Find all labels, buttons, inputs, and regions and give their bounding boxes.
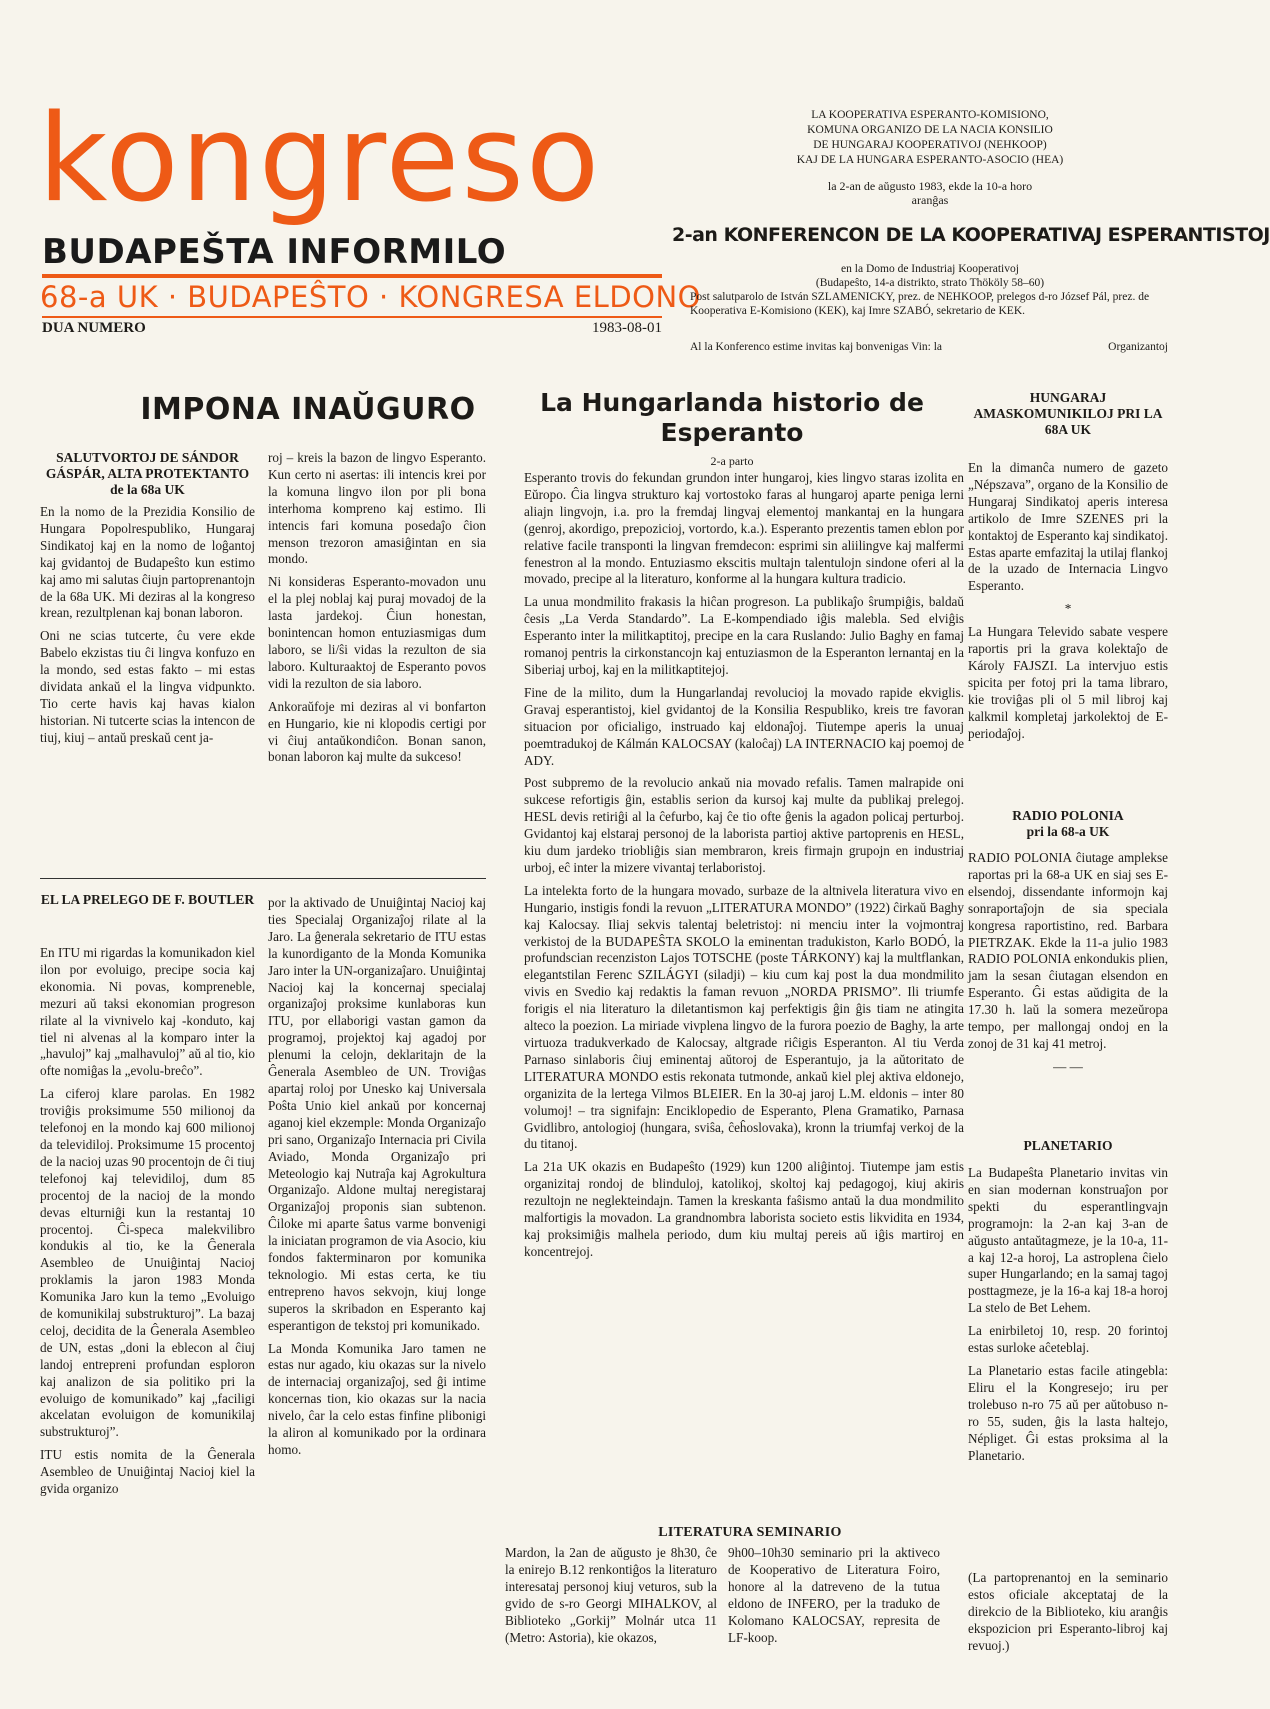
article-paragraph: La unua mondmilito frakasis la hiĉan progreson. La publikaĵo ŝrumpiĝis, baldaŭ ĉesis „La Verda Standardo”. La E-kompendiado iĝis malebla. Sed elviĝis Esperanto inter la militkaptitoj, precipe en la cara Ruslando: Julio Baghy en famaj romanoj pentris la cirkonstancojn kaj entuziasmon de la Esperanton lernantaj en la Siberiaj urboj, kaj en la militkaptitejoj.	[524, 594, 964, 677]
article-paragraph: Ni konsideras Esperanto-movadon unu el la plej noblaj kaj puraj movadoj de la lasta jardekoj. Ĉiun honestan, bonintencan homon entuziasmigas dum laboro, se li/ŝi vidas la rezulton de sia laboro. Kulturaaktoj de Esperanto povos vidi la rezulton de sia laboro.	[268, 574, 486, 691]
salutvortoj-subheading: de la 68a UK	[110, 482, 185, 497]
amaskomunikiloj-heading: HUNGARAJ AMASKOMUNIKILOJ PRI LA 68A UK	[973, 390, 1163, 437]
history-column	[524, 470, 964, 1267]
inauguro-column-2	[268, 450, 486, 772]
masthead-rule	[42, 274, 662, 278]
invitation-text: Al la Konferenco estime invitas kaj bonvenigas Vin: la	[690, 341, 943, 353]
radio-polonia-subheading: pri la 68-a UK	[1026, 824, 1110, 839]
issue-bar	[42, 316, 662, 337]
inauguro-headline: IMPONA INAŬGURO	[140, 392, 476, 427]
organizer-block	[720, 108, 1140, 168]
conference-place	[720, 262, 1140, 290]
article-paragraph: por la aktivado de Unuiĝintaj Nacioj kaj ties Specialaj Organizaĵoj rilate al la Jaro. La ĝenerala sekretario de ITU estas la kunordiganto de la Monda Komunika Jaro inter la UN-organizaĵaro. Unuiĝintaj Nacioj kaj la koncernaj specialaj organizaĵoj proksime kunlaboras kun ITU, por ellaborigi vastan gamon da programoj, projektoj kaj agadoj por plenumi la celojn, deklaritajn de la Ĝenerala Asembleo de UN. Troviĝas apartaj roloj por Unesko kaj Universala Poŝta Unio kiel ankaŭ por koncernaj aganoj kiel ekzemple: Monda Organizaĵo pri sano, Organizaĵo Internacia pri Civila Aviado, Monda Organizaĵo pri Meteologio kaj Nutraĵa kaj Agrokultura Organizaĵo. Aldone multaj neregistaraj Organizaĵoj proponis sian subtenon. Ĉiloke mi aparte ŝatus varme bonvenigi la iniciatan programon de via Asocio, kiu fondos fakterminaron por komunika teknologio. Mi estas certa, ke tiu entrepreno havos sekvojn, kiuj longe superos la skribadon en Esperanto kaj esperantigon de tekstoj pri komunikado.	[268, 895, 487, 1333]
history-headline: La Hungarlanda historio de Esperanto	[540, 388, 924, 447]
article-paragraph: La enirbiletoj 10, resp. 20 forintoj estas surloke aĉeteblaj.	[968, 1323, 1168, 1356]
article-paragraph: La 21a UK okazis en Budapeŝto (1929) kun 1200 aliĝintoj. Tiutempe jam estis organizitaj rondoj de blinduloj, katolikoj, skoltoj kaj pedagogoj, kiuj akiris rezultojn ne neglekteindajn. Tamen la kreskanta faŝismo antaŭ la dua mondmilito malfortigis la movadon. La grandnombra laborista societo estis likvidita en 1934, kaj proksimiĝis malhela periodo, dum kiu multaj pereis aŭ iĝis martiroj en koncentrejoj.	[524, 1159, 964, 1259]
article-paragraph: La Hungara Televido sabate vespere raportis pri la grava kolektaĵo de Károly FAJSZI. La intervjuo estis spicita per fotoj pri la tama libraro, kie troviĝas pli ol 5 mil libroj kaj kalkmil kompletaj jarkolektoj de E-periodaĵoj.	[968, 624, 1168, 741]
organizer-line: LA KOOPERATIVA ESPERANTO-KOMISIONO,	[811, 109, 1049, 121]
planetario-column	[968, 1165, 1168, 1470]
masthead-subtitle: BUDAPEŠTA INFORMILO	[42, 232, 507, 272]
boutler-column-2	[268, 895, 486, 1465]
amaskomunikiloj-column	[968, 460, 1168, 749]
radio-polonia-heading: RADIO POLONIA pri la 68-a UK	[968, 808, 1168, 840]
seminario-heading: LITERATURA SEMINARIO	[658, 1525, 842, 1540]
organizer-line: DE HUNGARAJ KOOPERATIVOJ (NEHKOOP)	[813, 139, 1047, 151]
issue-date: 1983-08-01	[592, 320, 662, 336]
separator-dashes: — —	[1053, 1058, 1083, 1074]
newspaper-logo: kongreso	[38, 90, 602, 229]
section-divider	[40, 878, 486, 879]
article-paragraph: En la dimanĉa numero de gazeto „Népszava”, organo de la Konsilio de Hungaraj Sindikatoj aperis interesa artikolo de Imre SZENES pri la kontaktoj de Esperanto kaj sindikatoj. Estas aparte emfazitaj la utilaj flankoj de la uzado de Internacia Lingvo Esperanto.	[968, 460, 1168, 594]
organizer-line: KAJ DE LA HUNGARA ESPERANTO-ASOCIO (HEA)	[796, 154, 1064, 166]
article-paragraph: La Monda Komunika Jaro tamen ne estas nur agado, kiu okazas sur la nivelo de internaciaj organizaĵoj, sed ĝi intime koncernas tion, kio okazas sur la nacia nivelo, ĉar la celo estas finfine plibonigi la aliron al komunikado por la ordinara homo.	[268, 1340, 486, 1457]
issue-number: DUA NUMERO	[42, 320, 146, 336]
salutvortoj-heading: SALUTVORTOJ DE SÁNDOR GÁSPÁR, ALTA PROTEKTANTO de la 68a UK	[40, 450, 255, 498]
seminario-column-2	[728, 1545, 940, 1652]
inauguro-column-1	[40, 450, 255, 753]
conference-date-line: la 2-an de aŭgusto 1983, ekde la 10-a horo	[827, 179, 1033, 193]
article-paragraph: La Budapeŝta Planetario invitas vin en sian modernan konstruaĵon por spekti du esperantlingvajn programojn: la 2-an kaj 3-an de aŭgusto antaŭtagmeze, je la 10-a, 11-a kaj 12-a horoj, La astroplena ĉielo super Hungarlando; en la samaj tagoj posttagmeze, je la 16-a kaj 18-a horoj La stelo de Bet Lehem.	[968, 1165, 1168, 1316]
article-paragraph: Oni ne scias tutcerte, ĉu vere ekde Babelo ekzistas tiu ĉi lingva konfuzo en la mondo, sed estas fakto – mi estas dividata ankaŭ el la lingva vidpunkto. Tio certe havis kaj havas kialon historian. Ni tutcerte scias la intencon de tiuj, kiuj – antaŭ preskaŭ cent ja-	[40, 628, 255, 745]
separator-star: *	[1064, 601, 1072, 617]
seminario-note	[968, 1570, 1168, 1661]
boutler-heading: EL LA PRELEGO DE F. BOUTLER	[40, 892, 255, 907]
seminario-column-1	[505, 1545, 717, 1652]
history-part: 2-a parto	[710, 454, 754, 468]
conference-title: 2-an KONFERENCON DE LA KOOPERATIVAJ ESPERANTISTOJ	[672, 224, 1270, 246]
planetario-heading: PLANETARIO	[1023, 1138, 1113, 1153]
article-paragraph: Fine de la milito, dum la Hungarlandaj revolucioj la movado rapide ekviglis. Gravaj esperantistoj, kiel gvidantoj de la Konsilia Respubliko, kreis tre favoran situacion por oficialigo, instruado kaj eldonaĵoj. Tiutempe aperis la unuaj poemtradukoj de Kálmán KALOCSAY (kaloĉaj) LA INTERNACIO kaj poemoj de ADY.	[524, 684, 964, 768]
article-paragraph: La Planetario estas facile atingebla: Eliru el la Kongresejo; iru per trolebuso n-ro 75 aŭ per aŭtobuso n-ro 55, suden, ĝis la lasta haltejo, Népliget. Ĝi estas proksima al la Planetario.	[968, 1362, 1168, 1463]
article-paragraph: Post subpremo de la revolucio ankaŭ nia movado refalis. Tamen malrapide oni sukcese refortigis ĝin, establis serion da kursoj kaj multe da publikaj prelegoj. HESL devis retiriĝi al la ĉefurbo, kaj ĉe tio ofte ĝenis la agadon policaj perturboj. Gvidantoj kaj elstaraj personoj de la laborista partioj aktive partoprenis en HESL, kiu dum jardeko triobliĝis sian membraron, kreis firmajn grupojn en industriaj urboj, eĉ inter la mizere vivantaj terlaboristoj.	[524, 775, 964, 875]
article-paragraph: La ciferoj klare parolas. En 1982 troviĝis proksimume 550 milionoj da telefonoj en la mondo kaj 600 milionoj da televidiloj. Proksimume 15 procentoj de la nacioj uzas 90 procentojn de ĉi tiuj telefonoj kaj televidiloj, dum 85 procentoj de la nacioj de la mondo devas elturniĝi kun la restantaj 10 procentoj. Ĉi-speca malekvilibro kondukis al tio, ke la Ĝenerala Asembleo de Unuiĝintaj Nacioj proklamis la jaron 1983 Monda Komunika Jaro kun la temo „Evoluigo de komunikilaj substrukturoj”. La bazaj celoj, decidita de la Ĝenerala Asembleo de UN, estas „doni la eblecon al ĉiuj landoj entrepreni profundan esploron kaj analizon de sia politiko pri la evoluigo de komunikado” kaj „faciligi akcelatan evoluigon de komunikilaj substrukturoj”.	[40, 1086, 255, 1440]
invitation-signature: Organizantoj	[1108, 341, 1168, 353]
conference-invitation	[690, 340, 1168, 354]
article-paragraph: La intelekta forto de la hungara movado, surbaze de la altnivela literatura vivo en Hungario, instigis fondi la revuon „LITERATURA MONDO” (1922) ĉirkaŭ Baghy kaj Kalocsay. Iliaj sekvis talentaj beletristoj: ni menciu inter la vojmontraj verkistoj de la BUDAPEŜTA SKOLO la eminentan tradukiston, Karlo BODÓ, la profundscian recenziston Lajos TOTSCHE (poste TÁRKONY) kaj la multflankan, elegantstilan Ferenc SZILÁGYI (siladji) – kiu cum kaj post la dua mondmilito vivis en Svedio kaj redaktis la faman revuon „NORDA PRISMO”. Ili triumfe forigis el nia literaturo la diletantismon kaj perfektigis ĝin ĝis tiam ne atingita alteco la poezion. La miriade vivplena lingvo de la furora poezio de Baghy, la arte virtuoza tradukverkado de Kalocsay, altgrade riĉigis Esperanton. Al tiu Verda Parnaso sinlaboris ĉiuj eminentaj aŭtoroj de Esperantujo, ja la aŭtoritato de LITERATURA MONDO estis rekonata tutmonde, ankaŭ kiel plej aktiva eldonejo, organizita de la lertega Vilmos BLEIER. En la 30-aj jaroj L.M. eldonis – inter 80 volumoj! – tra signifajn: Enciklopedio de Esperanto, Plena Gramatiko, Parnasa Gvidlibro, antologioj (hungara, sviŝa, ĉeĥoslovaka), kronn la triumfaj verkoj de la du titanoj.	[524, 882, 964, 1152]
masthead-tagline: 68-a UK · BUDAPEŜTO · KONGRESA ELDONO	[40, 280, 702, 314]
article-paragraph: Esperanto trovis do fekundan grundon inter hungaroj, kies lingvo staras izolita en Eŭropo. Ĉia lingva strukturo kaj vortostoko faras al hungaroj aparte peniga lerni aliajn lingvojn, i.a. pro la fremdaj lingvaj elementoj mankantaj en la hungara (genroj, akordigo, prepozicioj, vortordo, k.a.). Esperanto prezentis tamen eblon por relative facile transponti la lingvan fremdecon: esprimi sin aliilingve kaj malfermi fenestron al la mondo. Entuziasmo ekscitis multajn talentulojn sindone oferi al la movado, precipe al la literaturo, konforme al la hungara kultura tradicio.	[524, 470, 964, 587]
conference-place-line: en la Domo de Industriaj Kooperativoj	[841, 263, 1019, 275]
radio-polonia-column	[968, 850, 1168, 1084]
conference-place-line: (Budapeŝto, 14-a distrikto, strato Thököly 58–60)	[815, 277, 1045, 289]
article-paragraph: En ITU mi rigardas la komunikadon kiel ilon por evoluigo, precipe socia kaj ekonomia. Ni povas, kompreneble, mezuri aŭ taksi ekonomian progreson rilate al la vivnivelo kaj -konduto, kaj tiel ni alvenas al la komparo inter la „havuloj” kaj „malhavuloj” aŭ al tio, kio ofte nomiĝas la „evolu-breĉo”.	[40, 945, 255, 1079]
article-paragraph: Ankoraŭfoje mi deziras al vi bonfarton en Hungario, kie ni klopodis certigi por vi ĉiuj antaŭkondiĉon. Bonan sanon, bonan laboron kaj multe da sukceso!	[268, 698, 486, 765]
article-paragraph: 9h00–10h30 seminario pri la aktiveco de Kooperativo de Literatura Foiro, honore al la datreveno de la tutua eldono de INFERO, per la traduko de Kolomano KALOCSAY, represita de LF-koop.	[728, 1545, 940, 1645]
article-paragraph: ITU estis nomita de la Ĝenerala Asembleo de Unuiĝintaj Nacioj kiel la gvida organizo	[40, 1447, 255, 1497]
article-paragraph: Mardon, la 2an de aŭgusto je 8h30, ĉe la enirejo B.12 renkontiĝos la literaturo interesataj personoj kiuj veturos, sub la gvido de s-ro Georgi MIHALKOV, al Biblioteko „Gorkij” Molnár utca 11 (Metro: Astoria), kie okazos,	[505, 1545, 717, 1645]
article-paragraph: (La partoprenantoj en la seminario estos oficiale akceptataj de la direkcio de la Biblioteko, kiu aranĝis ekspozicion pri Esperanto-libroj kaj revuoj.)	[968, 1570, 1168, 1653]
conference-date-line: aranĝas	[911, 193, 949, 207]
conference-date	[720, 179, 1140, 207]
conference-description: Post salutparolo de István SZLAMENICKY, prez. de NEHKOOP, prelegos d-ro József Pál, prez. de Kooperativa E-Komisiono (KEK), kaj Imre SZABÓ, sekretario de KEK.	[690, 291, 1150, 317]
organizer-line: KOMUNA ORGANIZO DE LA NACIA KONSILIO	[807, 124, 1053, 136]
article-paragraph: RADIO POLONIA ĉiutage amplekse raportas pri la 68-a UK en siaj ses E-elsendoj, dissendante informojn kaj sonraportaĵojn de sia speciala kongresa raportistino, red. Barbara PIETRZAK. Ekde la 11-a julio 1983 RADIO POLONIA enkondukis plien, jam la sesan ĉiutagan elsendon en Esperanto. Ĝi estas aŭdigita de la 17.30 h. laŭ la somera mezeŭropa tempo, per mallongaj ondoj en la zonoj de 31 kaj 41 metroj.	[968, 850, 1168, 1051]
boutler-column-1	[40, 945, 255, 1504]
article-paragraph: En la nomo de la Prezidia Konsilio de Hungara Popolrespubliko, Hungaraj Sindikatoj kaj en la nomo de loĝantoj kaj gvidantoj de Budapeŝto kun estimo kaj amo mi salutas ĉiujn partoprenantojn de la 68a UK. Mi deziras al la kongreso krean, rezultplenan kaj bonan laboron.	[40, 504, 255, 621]
article-paragraph: roj – kreis la bazon de lingvo Esperanto. Kun certo ni asertas: ili intencis krei por la komuna lingvo ilon por pli bona interhoma kompreno kaj estimo. Ili intencis fari komuna posedaĵo ĉion menson trezoron amasiĝintan en sia mondo.	[268, 450, 486, 567]
